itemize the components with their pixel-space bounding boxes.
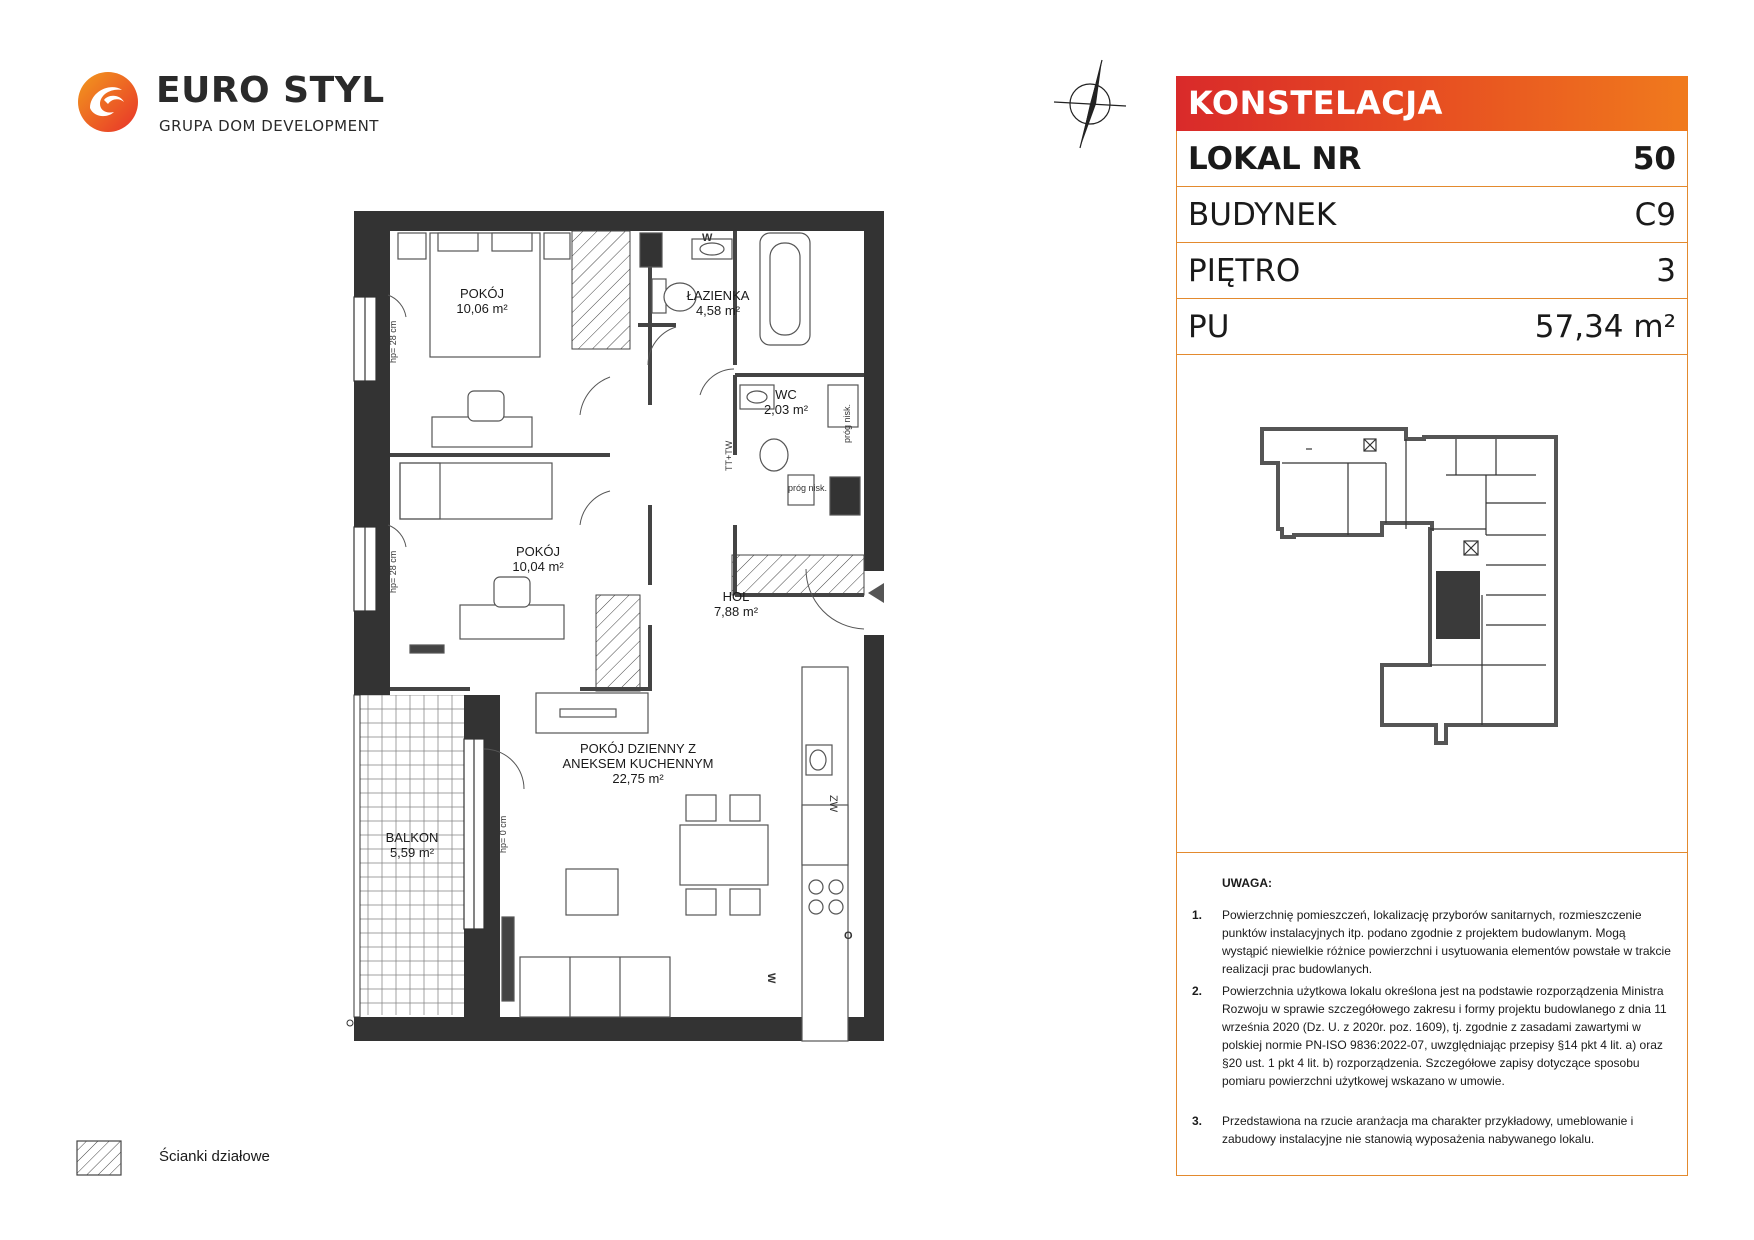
room-name: POKÓJ: [459, 286, 505, 301]
row-lokal: [1176, 131, 1688, 187]
room-area: 7,88 m²: [713, 604, 759, 619]
note-2: [1192, 982, 1672, 1090]
meter-label: W: [702, 232, 713, 244]
notes-title: UWAGA:: [1222, 876, 1272, 890]
row-lokal-label: LOKAL NR: [1188, 141, 1362, 177]
euro-styl-flame-logo-icon: [76, 70, 140, 134]
row-pietro: [1176, 243, 1688, 299]
floor-plan: [340, 205, 900, 1045]
room-name: ŁAZIENKA: [686, 288, 750, 303]
entrance-arrow-icon: [868, 583, 884, 603]
row-pu-value: 57,34 m²: [1534, 309, 1676, 345]
meter-label: W: [765, 973, 777, 984]
room-name: ANEKSEM KUCHENNYM: [562, 756, 714, 771]
room-area: 22,75 m²: [612, 771, 664, 786]
meter-label: O: [844, 930, 853, 942]
row-lokal-value: 50: [1632, 141, 1676, 177]
note-1-text: Powierzchnię pomieszczeń, lokalizację przyborów sanitarnych, rozmieszczenie punktów instalacyjnych itp. podano zgodnie z projektem budowlanym. Mogą wystąpić niewielkie różnice powierzchni i usytuowania elementów powstałe w trakcie realizacji prac budowlanych.: [1222, 908, 1671, 976]
notes-separator: [1176, 852, 1688, 853]
project-name: KONSTELACJA: [1188, 84, 1443, 122]
row-budynek: [1176, 187, 1688, 243]
north-arrow-icon: [1052, 56, 1128, 152]
brand-name: EURO STYL: [156, 70, 385, 111]
note-2-text: Powierzchnia użytkowa lokalu określona jest na podstawie rozporządzenia Ministra Rozwoju w sprawie szczegółowego zakresu i formy projektu budowlanego z dnia 11 września 2020 (Dz. U. z 2020r. poz. 1609), tj. zgodnie z zasadami zawartymi w polskiej normie PN-ISO 9836:2022-07, uwzględniając przepisy §14 pkt 4 lit. a) oraz §20 ust. 1 pkt 4 lit. b) rozporządzenia. Szczegółowe zapisy dotyczące sposobu pomiaru powierzchni użytkowej wskazano w umowie.: [1222, 984, 1667, 1088]
water-label: ZW: [827, 795, 839, 813]
room-area: 10,06 m²: [456, 301, 508, 316]
note-2-number: 2.: [1192, 984, 1203, 998]
note-1: [1192, 906, 1672, 978]
room-name: POKÓJ DZIENNY Z: [579, 741, 697, 756]
door-height-label: hp= 0 cm: [498, 815, 508, 853]
threshold-label: próg nisk.: [842, 403, 852, 443]
bedroom1-furniture: [398, 233, 570, 447]
room-area: 10,04 m²: [512, 559, 564, 574]
room-name: WC: [775, 387, 797, 402]
note-3-text: Przedstawiona na rzucie aranżacja ma charakter przykładowy, umeblowanie i zabudowy instalacyjne nie stanowią wyposażenia nabywanego lokalu.: [1222, 1114, 1634, 1146]
brand-subtitle: GRUPA DOM DEVELOPMENT: [159, 117, 379, 135]
room-area: 4,58 m²: [695, 303, 741, 318]
room-name: POKÓJ: [515, 544, 561, 559]
living-room-furniture: [502, 795, 768, 1017]
room-name: HOL: [722, 589, 750, 604]
row-pu-label: PU: [1188, 309, 1230, 345]
room-area: 5,59 m²: [389, 845, 435, 860]
row-budynek-value: C9: [1634, 197, 1676, 233]
project-header: [1176, 76, 1688, 131]
hatch-pattern-icon: [76, 1140, 122, 1176]
key-plan-highlight: [1436, 571, 1480, 639]
row-pu: [1176, 299, 1688, 355]
row-pietro-label: PIĘTRO: [1188, 253, 1301, 289]
row-budynek-label: BUDYNEK: [1188, 197, 1337, 233]
tt-label: TT+TW: [724, 440, 734, 471]
window-height-label: hp= 28 cm: [388, 320, 398, 363]
note-1-number: 1.: [1192, 908, 1203, 922]
legend-label: Ścianki działowe: [159, 1148, 270, 1165]
room-area: 2,03 m²: [763, 402, 809, 417]
building-key-plan: [1256, 425, 1566, 760]
room-name: BALKON: [385, 830, 439, 845]
note-3: [1192, 1112, 1672, 1148]
note-3-number: 3.: [1192, 1114, 1203, 1128]
row-pietro-value: 3: [1656, 253, 1676, 289]
window-height-label: hp= 28 cm: [388, 550, 398, 593]
threshold-label: próg nisk.: [788, 483, 828, 493]
kitchen-counter: [802, 667, 848, 1041]
